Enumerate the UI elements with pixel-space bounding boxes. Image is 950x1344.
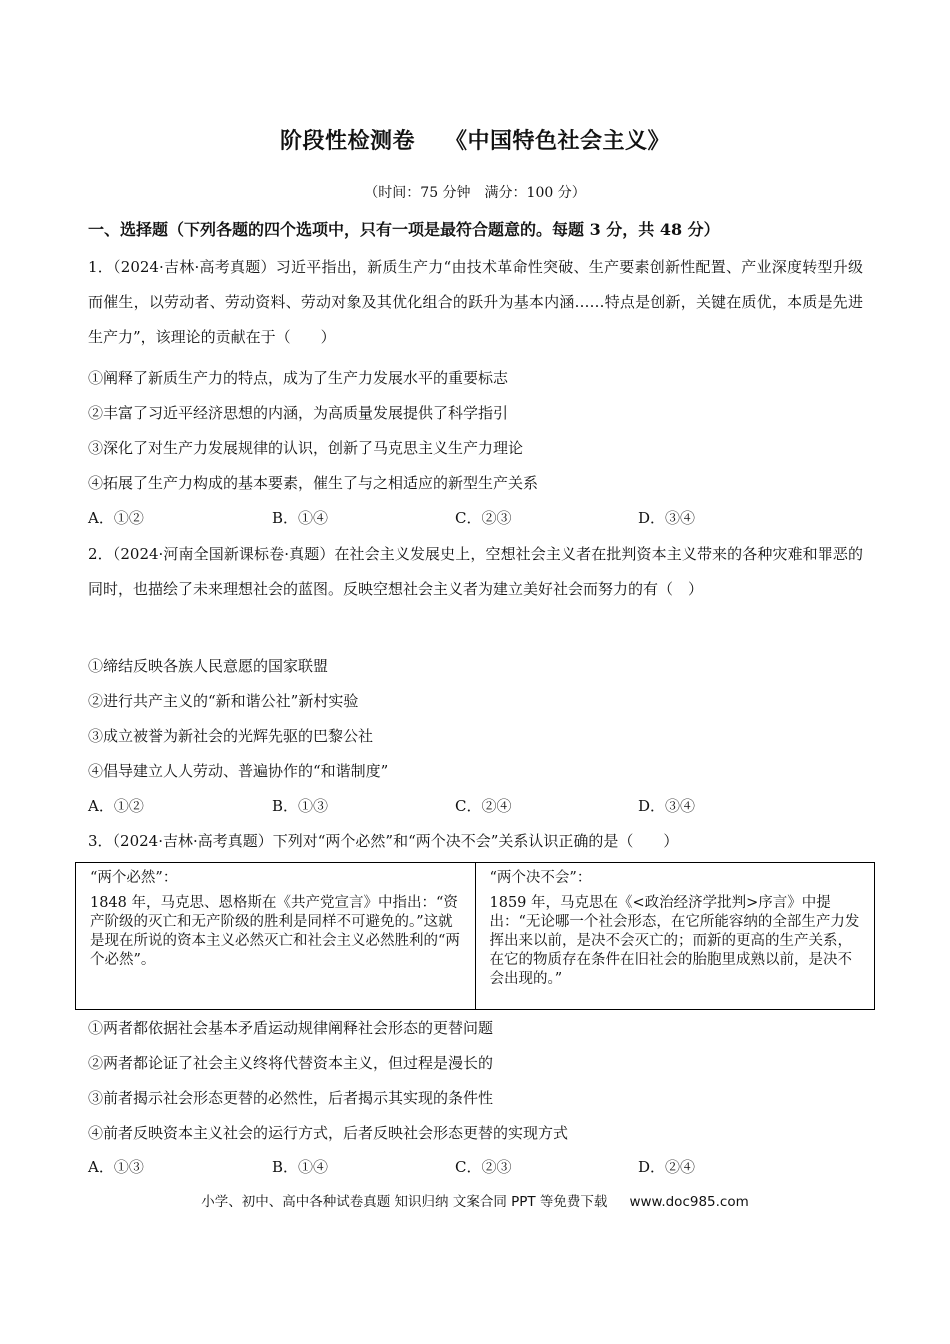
- exam-time-score: （时间：75 分钟 满分：100 分）: [364, 185, 586, 201]
- question-3-option-a: A．①③: [88, 1158, 144, 1176]
- quote-right-heading: “两个决不会”：: [489, 870, 592, 886]
- question-3-option-d: D．②④: [638, 1158, 696, 1176]
- question-1-item: ①阐释了新质生产力的特点，成为了生产力发展水平的重要标志: [88, 369, 509, 387]
- question-2-item: ③成立被誉为新社会的光辉先驱的巴黎公社: [88, 727, 374, 745]
- question-1-option-d: D．③④: [638, 509, 696, 527]
- question-2-option-b: B．①③: [272, 797, 329, 815]
- question-3-option-c: C．②③: [455, 1158, 512, 1176]
- question-2-option-d: D．③④: [638, 797, 696, 815]
- question-3-option-b: B．①④: [272, 1158, 329, 1176]
- question-3-stem: 3．（2024·吉林·高考真题）下列对“两个必然”和“两个决不会”关系认识正确的是（ ）: [88, 832, 679, 850]
- question-1-option-a: A．①②: [88, 509, 144, 527]
- question-1-item: ③深化了对生产力发展规律的认识，创新了马克思主义生产力理论: [88, 439, 524, 457]
- question-3-item: ①两者都依据社会基本矛盾运动规律阐释社会形态的更替问题: [88, 1019, 494, 1037]
- quote-table: [75, 862, 875, 1010]
- question-2-item: ①缔结反映各族人民意愿的国家联盟: [88, 657, 329, 675]
- question-1-stem: 1．（2024·吉林·高考真题）习近平指出，新质生产力“由技术革命性突破、生产要素创新性配置、产业深度转型升级而催生，以劳动者、劳动资料、劳动对象及其优化组合的跃升为基本内涵……特点是创新，关键在质优，本质是先进生产力”，该理论的贡献在于（ ）: [88, 258, 863, 346]
- question-1-option-c: C．②③: [455, 509, 512, 527]
- question-1-item: ②丰富了习近平经济思想的内涵，为高质量发展提供了科学指引: [88, 404, 509, 422]
- quote-cell-right: [475, 863, 875, 1010]
- footer-text: 小学、初中、高中各种试卷真题 知识归纳 文案合同 PPT 等免费下载: [201, 1194, 608, 1210]
- question-1-item: ④拓展了生产力构成的基本要素，催生了与之相适应的新型生产关系: [88, 474, 539, 492]
- question-1-option-b: B．①④: [272, 509, 329, 527]
- quote-left-body: 1848 年，马克思、恩格斯在《共产党宣言》中指出：“资产阶级的灭亡和无产阶级的胜利是同样不可避免的。”这就是现在所说的资本主义必然灭亡和社会主义必然胜利的“两个必然”。: [90, 895, 460, 968]
- question-2-item: ④倡导建立人人劳动、普遍协作的“和谐制度”: [88, 762, 389, 780]
- exam-title: [0, 124, 950, 155]
- quote-left-heading: “两个必然”：: [90, 870, 178, 886]
- quote-right-body: 1859 年，马克思在《<政治经济学批判>序言》中提出：“无论哪一个社会形态，在它所能容纳的全部生产力发挥出来以前，是决不会灭亡的；而新的更高的生产关系，在它的物质存在条件在旧社会的胎胞里成熟以前，是决不会出现的。”: [489, 895, 860, 987]
- question-2-stem: 2．（2024·河南全国新课标卷·真题）在社会主义发展史上，空想社会主义者在批判资本主义带来的各种灾难和罪恶的同时，也描绘了未来理想社会的蓝图。反映空想社会主义者为建立美好社会而努力的有（ ）: [88, 545, 863, 598]
- question-2-item: ②进行共产主义的“新和谐公社”新村实验: [88, 692, 359, 710]
- footer-link[interactable]: www.doc985.com: [629, 1194, 749, 1210]
- page-footer: [0, 1190, 950, 1210]
- question-3-item: ④前者反映资本主义社会的运行方式，后者反映社会形态更替的实现方式: [88, 1124, 569, 1142]
- quote-cell-left: [76, 863, 476, 1010]
- question-2-option-c: C．②④: [455, 797, 512, 815]
- title-main: 阶段性检测卷: [279, 128, 415, 154]
- question-3-item: ②两者都论证了社会主义终将代替资本主义，但过程是漫长的: [88, 1054, 494, 1072]
- title-subject: 《中国特色社会主义》: [445, 128, 671, 154]
- section-heading: 一、选择题（下列各题的四个选项中，只有一项是最符合题意的。每题 3 分，共 48 分）: [88, 220, 720, 239]
- question-3-item: ③前者揭示社会形态更替的必然性，后者揭示其实现的条件性: [88, 1089, 494, 1107]
- question-2-option-a: A．①②: [88, 797, 144, 815]
